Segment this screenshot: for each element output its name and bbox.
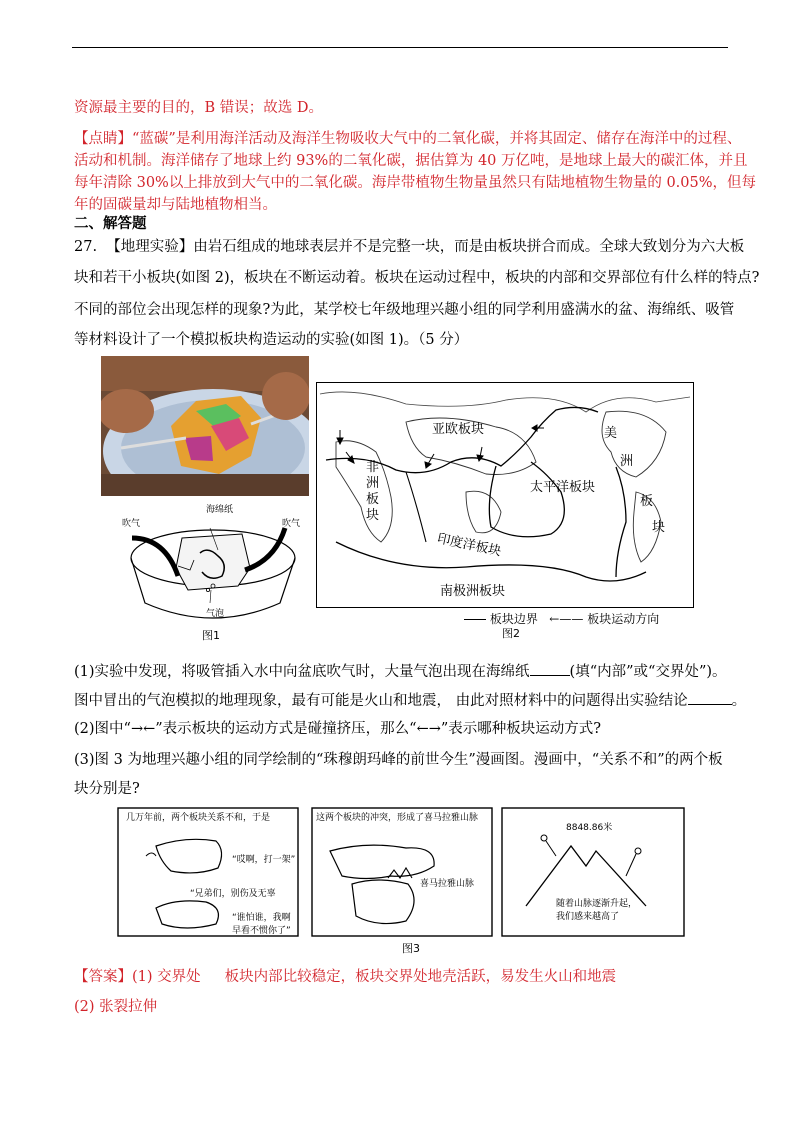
question-number: 27. [74,239,98,255]
answer-blank-2[interactable] [688,690,732,705]
answer-line-1 [74,967,616,987]
question-line-4: 等材料设计了一个模拟板块构造运动的实验(如图 1)。（5 分） [74,332,469,348]
direction-arrow-icon: ←—— [549,612,584,626]
q1-text-c: 图中冒出的气泡模拟的地理现象，最有可能是火山和地震， 由此对照材料中的问题得出实验结论 [74,693,688,709]
sub-question-1a [74,661,727,682]
panel1-speech-3: “谁怕谁，我啊 [232,913,291,923]
boundary-line-icon [464,619,486,620]
plate-africa-c3: 板 [366,492,380,507]
sub-question-3a: (3)图 3 为地理兴趣小组的同学绘制的“珠穆朗玛峰的前世今生”漫画图。漫画中，“关系不和”的两个板 [74,752,723,768]
question-line-1 [74,237,744,257]
panel2-label: 喜马拉雅山脉 [420,879,475,889]
comment-line-3: 每年清除 30%以上排放到大气中的二氧化碳。海岸带植物生物量虽然只有陆地植物生物量的 0.05%，但每 [74,175,757,191]
label-bubble: 气泡 [206,609,225,619]
experiment-photo [101,356,309,496]
legend-boundary: 板块边界 [489,612,538,626]
panel1-speech-1: “哎啊，打一架” [232,855,296,865]
panel1-speech-4: 早看不惯你了” [232,926,291,936]
panel3-height: 8848.86米 [566,823,613,833]
figure1-caption: 图1 [202,629,220,642]
figure3-caption: 图3 [402,942,420,955]
legend-direction: 板块运动方向 [587,612,660,626]
figure2-caption: 图2 [502,627,520,640]
answer-blank-1[interactable] [530,661,570,676]
sub-question-2: (2)图中“→←”表示板块的运动方式是碰撞挤压，那么“←→”表示哪种板块运动方式? [74,721,602,737]
answer-1: (1) 交界处 [132,969,201,985]
label-sponge: 海绵纸 [206,505,234,515]
panel3-text-2: 我们感来越高了 [556,912,620,922]
question-line-2: 块和若干小板块(如图 2)，板块在不断运动着。板块在运动过程中，板块的内部和交界部位有什么样的特点? [74,270,760,286]
question-text-1: 由岩石组成的地球表层并不是完整一块，而是由板块拼合而成。全球大致划分为六大板 [193,239,745,255]
comment-line-2: 活动和机制。海洋储存了地球上约 93%的二氧化碳，据估算为 40 万亿吨，是地球上最大的碳汇体，并且 [74,153,748,169]
answer-1-conclusion: 板块内部比较稳定，板块交界处地壳活跃，易发生火山和地震 [224,969,617,985]
section-title: 二、解答题 [74,215,147,232]
plate-america-1: 美 [604,426,618,441]
plate-africa [366,460,380,524]
header-rule [72,47,728,48]
plate-eurasia: 亚欧板块 [432,422,485,437]
panel2-title: 这两个板块的冲突，形成了喜马拉雅山脉 [316,813,479,823]
q1-text-a: (1)实验中发现，将吸管插入水中向盆底吹气时，大量气泡出现在海绵纸 [74,664,530,680]
plate-america-3: 板 [640,494,654,509]
panel1-speech-2: “兄弟们，别伤及无辜 [190,889,276,899]
plate-africa-c2: 洲 [366,476,380,491]
panel1-title: 几万年前，两个板块关系不和，于是 [126,813,271,823]
plate-america-2: 洲 [620,454,634,469]
label-blow-right: 吹气 [282,519,301,529]
answer-tag: 【答案】 [74,969,132,985]
q1-text-d: 。 [731,693,747,709]
label-blow-left: 吹气 [122,519,141,529]
sub-question-3b: 块分别是? [74,781,140,797]
plate-indian: 印度洋板块 [435,531,503,560]
comment-line-1 [74,129,741,149]
question-tag: 【地理实验】 [106,239,194,255]
question-line-3: 不同的部位会出现怎样的现象?为此，某学校七年级地理兴趣小组的同学利用盛满水的盆、海绵纸、吸管 [74,302,735,318]
plate-antarctic: 南极洲板块 [440,584,506,599]
map-legend [464,610,659,627]
answer-2: (2) 张裂拉伸 [74,999,158,1015]
plate-pacific: 太平洋板块 [530,480,596,495]
sub-question-1b [74,690,746,711]
comment-line-4: 年的固碳量却与陆地植物相当。 [74,197,277,213]
plate-africa-c4: 块 [366,508,380,523]
plate-africa-c1: 非 [366,460,380,475]
comment-tag: 【点睛】 [74,131,132,147]
comment-text-1: “蓝碳”是利用海洋活动及海洋生物吸收大气中的二氧化碳，并将其固定、储存在海洋中的过程、 [132,131,742,147]
panel3-text-1: 随着山脉逐渐升起， [556,899,638,909]
q1-text-b: (填“内部”或“交界处”)。 [569,664,727,680]
plate-america-4: 块 [652,520,666,535]
prev-answer-line: 资源最主要的目的，B 错误；故选 D。 [74,100,323,116]
